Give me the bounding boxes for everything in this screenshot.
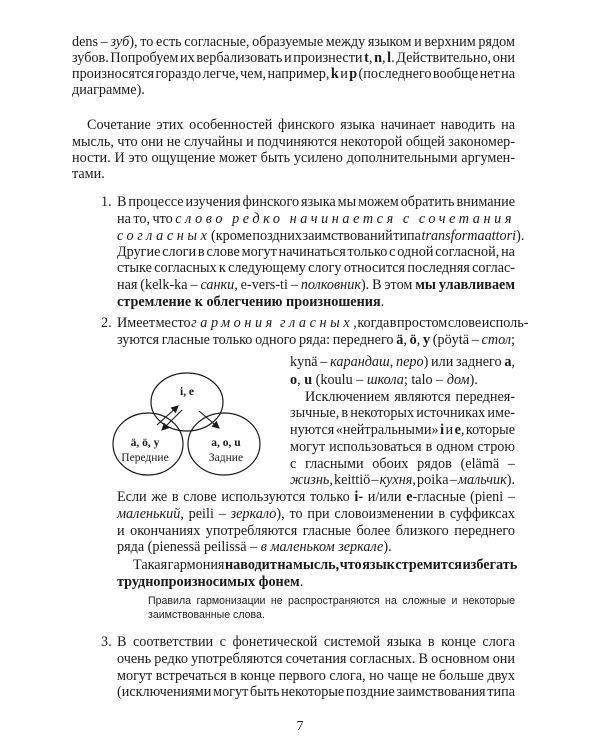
text-line: [117, 634, 515, 650]
text-run: и/или: [363, 489, 407, 505]
bold-text: a: [504, 354, 512, 370]
text-line: [117, 315, 528, 331]
text-run: Такая гармония: [133, 557, 225, 573]
text-run: на то, что: [117, 211, 176, 227]
text-run: ). В этом: [360, 277, 416, 293]
text-run: мысль, что они не случайны и подчиняются некоторой общей закономер-: [72, 134, 515, 150]
text-run: В процессе изучения финского языка мы можем обратить внимание: [117, 194, 516, 210]
text-run: ; talo –: [403, 372, 447, 388]
text-run: ).: [469, 372, 478, 388]
text-run: Сочетание этих особенностей финского языка начинает наводить на: [87, 117, 516, 133]
text-run: (последнего вообще нет на: [357, 66, 515, 82]
emphasis-text: полковник: [300, 277, 361, 293]
text-line: [305, 389, 515, 405]
text-line: [117, 244, 515, 260]
text-run: . Действительно, они: [391, 50, 515, 66]
text-run: , e-vers-ti –: [234, 277, 301, 293]
text-run: зубов. Попробуем их вербализовать и произнести: [72, 50, 365, 66]
text-line: [290, 405, 515, 421]
text-run: .: [380, 294, 385, 310]
text-line: [117, 539, 392, 555]
bold-text: n: [374, 50, 382, 66]
text-run: (кроме поздних заимствований типа: [210, 228, 422, 244]
arrow-icon: [162, 410, 182, 430]
bold-text: o: [290, 372, 298, 388]
front-row-label: Передние: [121, 452, 169, 464]
emphasis-text: transformaattori: [421, 228, 517, 244]
text-run: Исключением являются переднея-: [305, 389, 516, 405]
text-run: диаграмме).: [72, 82, 145, 98]
text-line: [117, 228, 524, 244]
emphasis-text: согласных: [117, 228, 211, 244]
bold-text: i-: [354, 489, 364, 505]
text-run: и окончаниях употребляются гласные более близкого переднего: [117, 523, 515, 539]
emphasis-text: перо: [396, 354, 424, 370]
text-line: [290, 456, 515, 472]
emphasis-text: мальчик: [457, 472, 507, 488]
text-run: , когда в простом слове исполь-: [353, 315, 529, 331]
emphasis-text: санки: [200, 277, 235, 293]
text-run: dens –: [72, 34, 111, 50]
text-run: ,: [389, 354, 397, 370]
emphasis-text: маленький: [117, 506, 181, 522]
text-run: ,: [368, 50, 375, 66]
text-run: нуются «нейтральными»: [290, 422, 441, 438]
emphasis-text: зуб: [110, 34, 130, 50]
neutral-vowels-label: i, e: [179, 386, 195, 398]
text-run: , poika –: [412, 472, 458, 488]
text-line: [117, 194, 515, 210]
text-line: [87, 117, 515, 133]
emphasis-text: кухня: [379, 472, 413, 488]
text-run: произносятся гораздо легче, чем, например,: [72, 66, 331, 82]
text-run: заимствованные слова.: [148, 609, 265, 621]
text-line: [290, 472, 515, 488]
emphasis-text: слово редко начинается с сочетания: [175, 211, 516, 227]
text-run: ности. И это ощущение может быть усилено дополнительными аргумен-: [72, 150, 515, 166]
list-number: 3.: [101, 634, 112, 650]
emphasis-text: гармония гласных: [191, 315, 354, 331]
vowel-harmony-diagram: [105, 365, 270, 485]
back-row-label: Задние: [208, 452, 244, 464]
page-number: 7: [296, 719, 304, 734]
note-line: [148, 595, 515, 608]
text-run: , которые: [460, 422, 516, 438]
text-line: [117, 668, 515, 684]
text-run: могут встречаться в конце первого слога, но чаще не больше двух: [117, 668, 515, 684]
front-vowels-label: ä, ö, y: [130, 437, 160, 449]
text-run: ) или заднего: [423, 354, 505, 370]
text-line: [290, 439, 515, 455]
text-line: [117, 489, 515, 505]
text-run: ).: [383, 539, 392, 555]
text-line: [117, 332, 515, 348]
text-run: ).: [506, 472, 515, 488]
arrow-icon: [157, 406, 178, 425]
text-line: [117, 506, 515, 522]
text-run: ,: [297, 372, 305, 388]
back-vowels-label: a, o, u: [211, 437, 241, 449]
text-line: [72, 82, 145, 98]
text-run: и: [444, 422, 455, 438]
emphasis-text: карандаш: [330, 354, 390, 370]
emphasis-text: жизнь: [290, 472, 330, 488]
text-run: Правила гармонизации не распространяются на сложные и некоторые: [148, 595, 515, 607]
text-line: [72, 134, 515, 150]
text-run: .: [299, 574, 304, 590]
text-run: ряда (pienessä peilissä –: [117, 539, 261, 555]
text-line: [117, 277, 515, 293]
text-line: [290, 422, 515, 438]
text-run: Другие слоги в слове могут начинаться только с одной согласной, на: [117, 244, 515, 260]
bold-text: i: [440, 422, 445, 438]
text-line: [133, 557, 517, 573]
bold-text: u: [304, 372, 313, 388]
text-line: [117, 260, 515, 276]
text-run: очень редко употребляются сочетания согласных. В основном они: [117, 651, 515, 667]
text-run: могут использоваться в одном строю: [290, 439, 515, 455]
text-run: ;: [511, 332, 515, 348]
text-line: [72, 66, 515, 82]
text-line: [117, 523, 515, 539]
text-run: Имеет место: [117, 315, 192, 331]
text-run: ,: [511, 354, 515, 370]
text-run: с гласными обоих рядов (elämä –: [290, 456, 516, 472]
text-line: [117, 684, 515, 700]
emphasis-text: школа: [366, 372, 404, 388]
text-line: [72, 150, 515, 166]
text-run: и: [338, 66, 350, 82]
text-run: kynä –: [290, 354, 331, 370]
emphasis-text: дом: [446, 372, 470, 388]
text-line: [117, 651, 515, 667]
bold-text: t: [364, 50, 369, 66]
text-run: В соответствии с фонетической системой языка в конце слога: [117, 634, 515, 650]
bold-text: e: [454, 422, 461, 438]
text-run: -гласные (pieni –: [412, 489, 515, 505]
bold-text: стремление к облегчению произношения: [117, 294, 381, 310]
text-line: [117, 211, 515, 227]
bold-text: наводит на мысль, что язык стремится избегать: [224, 557, 518, 573]
bold-text: l: [387, 50, 392, 66]
text-run: ), то при словоизменении в суффиксах: [276, 506, 515, 522]
text-line: [117, 294, 384, 310]
text-line: [117, 574, 303, 590]
text-run: ,: [403, 332, 410, 348]
text-line: [72, 166, 105, 182]
emphasis-text: в маленьком зеркале: [260, 539, 384, 555]
text-line: [290, 354, 515, 370]
text-run: , keittiö –: [329, 472, 380, 488]
note-line: [148, 609, 265, 622]
bold-text: труднопроизносимых фонем: [117, 574, 300, 590]
text-run: (pöytä –: [430, 332, 482, 348]
text-line: [72, 34, 515, 50]
text-run: тами.: [72, 166, 105, 182]
text-run: ), то есть согласные, образуемые между языком и верхним рядом: [129, 34, 515, 50]
text-run: зычные, в некоторых источниках име-: [290, 405, 515, 421]
bold-text: ö: [409, 332, 417, 348]
text-run: ,: [416, 332, 423, 348]
bold-text: k: [330, 66, 339, 82]
bold-text: ä: [396, 332, 404, 348]
text-run: ).: [516, 228, 525, 244]
text-run: (исключениями могут быть некоторые поздние заимствования типа: [117, 684, 515, 700]
text-run: Если же в слове используются только: [117, 489, 355, 505]
list-number: 1.: [101, 194, 112, 210]
text-run: (koulu –: [312, 372, 367, 388]
text-run: ,: [381, 50, 388, 66]
text-line: [290, 372, 478, 388]
text-run: стыке согласных к следующему слогу относится последняя соглас-: [117, 260, 516, 276]
list-number: 2.: [101, 315, 112, 331]
text-run: , peili –: [180, 506, 231, 522]
emphasis-text: зеркало: [230, 506, 277, 522]
text-run: зуются гласные только одного ряда: переднего: [117, 332, 397, 348]
text-line: [72, 50, 515, 66]
text-run: ная (kelk-ka –: [117, 277, 201, 293]
bold-text: e: [406, 489, 413, 505]
emphasis-text: стол: [481, 332, 512, 348]
bold-text: мы улавливаем: [415, 277, 516, 293]
bold-text: p: [349, 66, 358, 82]
bold-text: y: [422, 332, 431, 348]
